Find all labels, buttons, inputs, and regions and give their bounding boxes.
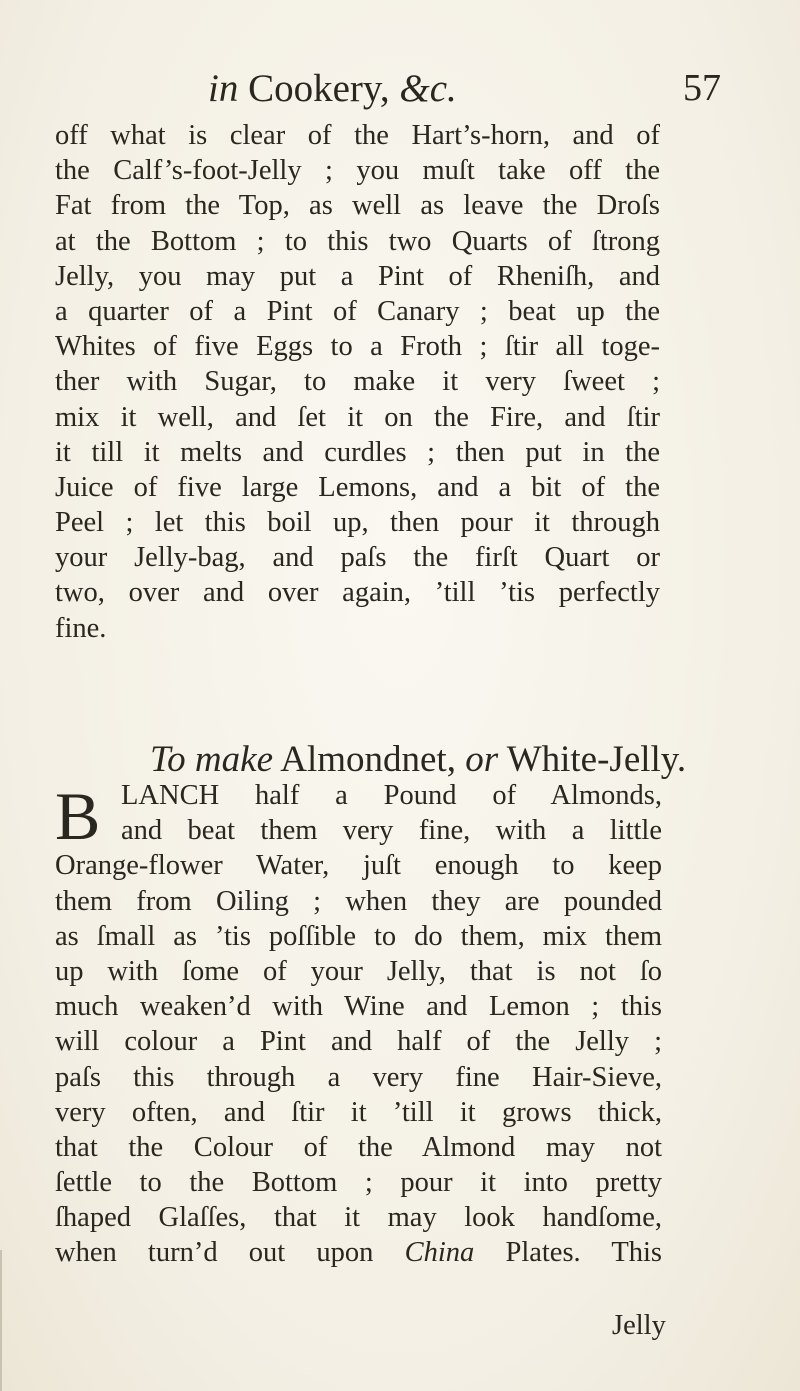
text-line: much weaken’d with Wine and Lemon ; this [55, 991, 662, 1023]
text-line: fine. [55, 612, 107, 644]
text-line: your Jelly-bag, and paſs the firſt Quart or [55, 542, 660, 574]
text-line: Orange-flower Water, juſt enough to keep [55, 850, 662, 882]
text-line: at the Bottom ; to this two Quarts of ſtrong [55, 225, 660, 257]
heading-almondnet: Almondnet, [280, 739, 456, 780]
running-head-title: Cookery, [248, 67, 390, 110]
text-line: Peel ; let this boil up, then pour it through [55, 507, 660, 539]
text-line: will colour a Pint and half of the Jelly ; [55, 1026, 662, 1058]
running-head-italic: in [208, 67, 239, 110]
last-line-italic: China [404, 1237, 475, 1269]
text-line: Fat from the Top, as well as leave the Droſs [55, 190, 660, 222]
page-edge [0, 1250, 8, 1391]
text-line: as ſmall as ’tis poſſible to do them, mix them [55, 920, 662, 952]
heading-italic-or: or [465, 739, 499, 780]
recipe-paragraph [55, 778, 662, 1271]
running-head [208, 66, 457, 111]
text-line: ſettle to the Bottom ; pour it into pretty [55, 1167, 662, 1199]
page-header [0, 66, 800, 116]
text-line: mix it well, and ſet it on the Fire, and ſtir [55, 401, 660, 433]
text-line: ther with Sugar, to make it very ſweet ; [55, 366, 660, 398]
heading-white-jelly: White-Jelly. [506, 739, 687, 780]
text-line: ſhaped Glaſſes, that it may look handſome, [55, 1202, 662, 1234]
text-line: them from Oiling ; when they are pounded [55, 885, 662, 917]
text-line: paſs this through a very fine Hair-Sieve, [55, 1061, 662, 1093]
text-line: very often, and ſtir it ’till it grows thick, [55, 1096, 662, 1128]
text-line: Whites of five Eggs to a Froth ; ſtir all toge- [55, 331, 660, 363]
text-line: Juice of five large Lemons, and a bit of the [55, 471, 660, 503]
last-line-end: Plates. This [505, 1237, 663, 1269]
running-head-etc: &c. [399, 67, 457, 110]
last-line-start: when turn’d out upon [55, 1237, 374, 1269]
text-line: LANCH half a Pound of Almonds, [121, 780, 662, 811]
text-line: Jelly, you may put a Pint of Rheniſh, and [55, 260, 660, 292]
text-line: the Calf’s-foot-Jelly ; you muſt take off the [55, 155, 660, 187]
text-line: and beat them very fine, with a little [121, 815, 662, 847]
text-line-last [55, 1235, 662, 1270]
drop-cap: B [55, 778, 101, 854]
recipe-heading [150, 738, 686, 781]
heading-italic-to-make: To make [150, 739, 273, 780]
text-line: it till it melts and curdles ; then put in the [55, 436, 660, 468]
catchword: Jelly [612, 1310, 666, 1341]
text-line: a quarter of a Pint of Canary ; beat up the [55, 295, 660, 327]
continuation-paragraph [55, 118, 660, 646]
text-line: off what is clear of the Hart’s-horn, and of [55, 120, 660, 151]
text-line: up with ſome of your Jelly, that is not ſo [55, 955, 662, 987]
text-line: that the Colour of the Almond may not [55, 1131, 662, 1163]
page-number: 57 [683, 67, 721, 109]
text-line: two, over and over again, ’till ’tis perfectly [55, 577, 660, 609]
